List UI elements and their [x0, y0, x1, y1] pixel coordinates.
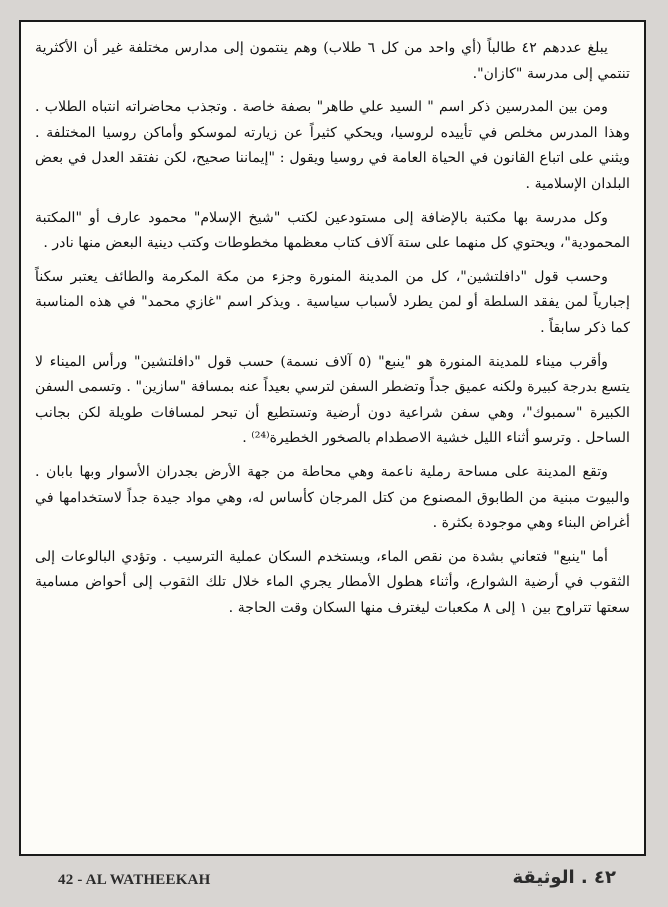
paragraph-water-shortage: أما "ينبع" فتعاني بشدة من نقص الماء، ويستخدم السكان عملية الترسيب . وتؤدي البالوعات إلى الثقوب في أرضية الشوارع، وأثناء هطول الأمطار يجري الماء خلال تلك الثقوب إلى أحواض مسامية سعتها تتراوح بين ١ إلى ٨ مكعبات ليغترف منها السكان وقت الحاجة . — [35, 548, 630, 616]
paragraph-city-walls: وتقع المدينة على مساحة رملية ناعمة وهي محاطة من جهة الأرض بجدران الأسوار وبها بابان . والبيوت مبنية من الطابوق المصنوع من كتل المرجان كأساس له، وهي مواد جيدة جداً لاستخدامها في أغراض البناء وهي موجودة بكثرة . — [35, 463, 630, 532]
paragraph-library: وكل مدرسة بها مكتبة بالإضافة إلى مستودعين لكتب "شيخ الإسلام" محمود عارف أو "المكتبة المحمودية"، ويحتوي كل منهما على ستة آلاف كتاب معظمها مخطوطات وكتب دينية البعض منها نادر . — [35, 209, 630, 252]
footer-arabic-title: ٤٢ . الوثيقة — [512, 867, 616, 888]
paragraph-forced-residence: وحسب قول "دافلتشين"، كل من المدينة المنورة وجزء من مكة المكرمة والطائف يعتبر سكناً إجبارياً لمن يفقد السلطة أو لمن يطرد لأسباب سياسية . ويذكر اسم "غازي محمد" في هذه المناسبة كما ذكر سابقاً . — [35, 268, 630, 336]
footer-english-title: 42 - AL WATHEEKAH — [58, 872, 211, 888]
page-frame — [19, 20, 646, 856]
paragraph-yanbu-port: وأقرب ميناء للمدينة المنورة هو "ينبع" (٥ آلاف نسمة) حسب قول "دافلتشين" ورأس الميناء لا يتسع بدرجة كبيرة ولكنه عميق جداً وتضطر السفن لترسي بعيداً عنه بمسافة "سازين" . وتسمى السفن الكبيرة "سمبوك"، وهي سفن شراعية دون أرضية وتستطيع أن تبحر لمسافات طويلة لكن بجانب الساحل . وترسو أثناء الليل خشية الاصطدام بالصخور الخطيرة⁽²⁴⁾ . — [35, 353, 630, 447]
article-body — [35, 36, 630, 629]
paragraph-teachers: ومن بين المدرسين ذكر اسم " السيد علي طاهر" بصفة خاصة . وتجذب محاضراته انتباه الطلاب . وهذا المدرس مخلص في تأييده لروسيا، ويحكي كثيراً عن زيارته لموسكو وأماكن روسيا المختلفة . ويثني على اتباع القانون في الحياة العامة في روسيا ويقول : "إيماننا صحيح، لكن نفتقد العدل في بعض البلدان الإسلامية . — [35, 99, 630, 192]
paragraph-students-count: يبلغ عددهم ٤٢ طالباً (أي واحد من كل ٦ طلاب) وهم ينتمون إلى مدارس مختلفة غير أن الأكثرية تنتمي إلى مدرسة "كازان". — [35, 40, 630, 82]
